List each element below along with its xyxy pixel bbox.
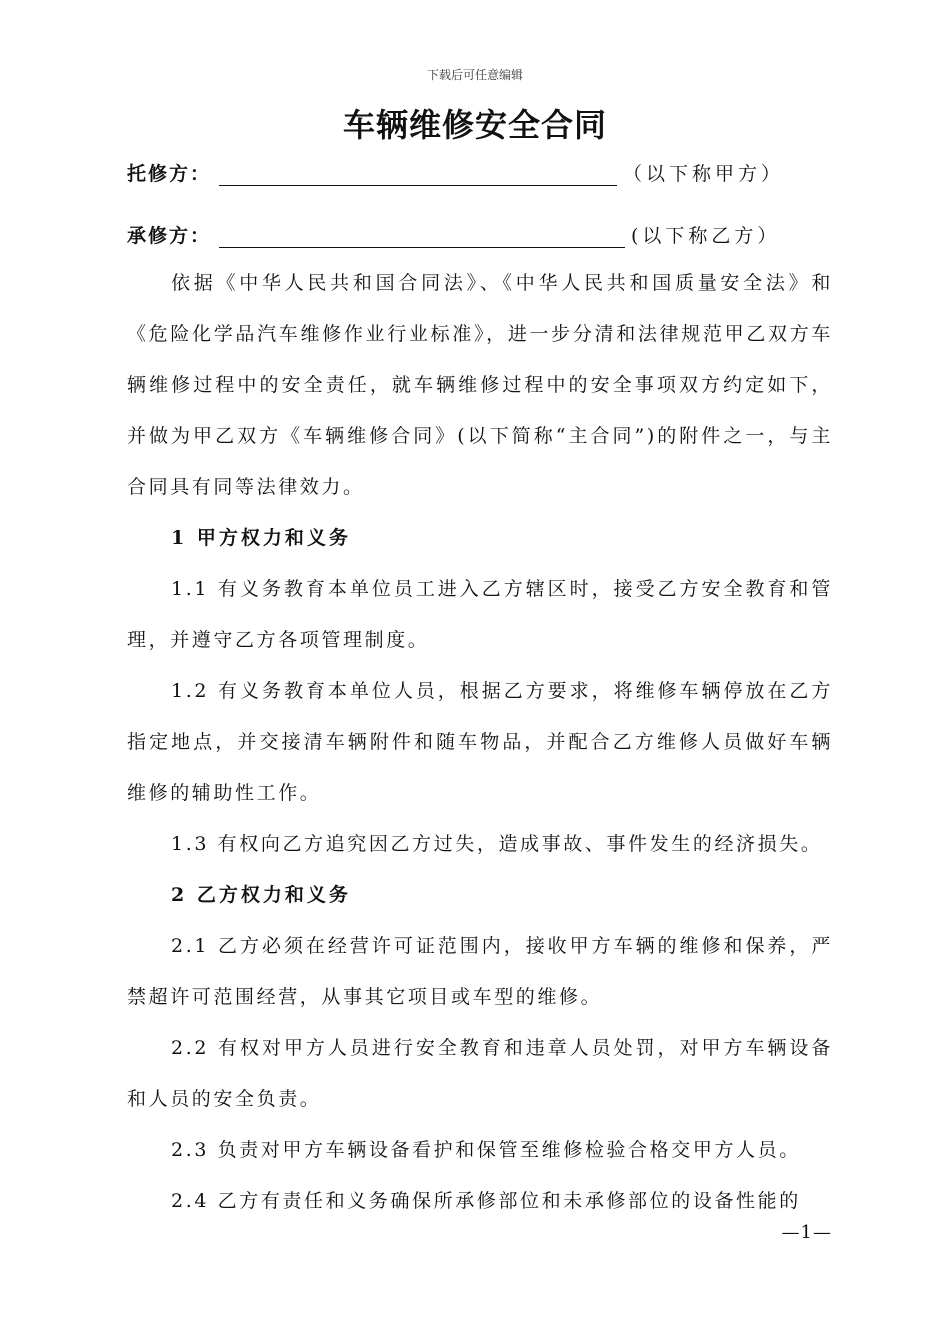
party-b-label: 承修方： <box>127 225 212 247</box>
section-2-heading: 2 乙方权力和义务 <box>171 884 351 906</box>
party-a-row <box>127 152 784 186</box>
party-a-label: 托修方： <box>127 163 212 185</box>
contract-body <box>127 258 833 1227</box>
intro-paragraph: 依据《中华人民共和国合同法》、《中华人民共和国质量安全法》和《危险化学品汽车维修作业行业标准》，进一步分清和法律规范甲乙双方车辆维修过程中的安全责任，就车辆维修过程中的安全事项双方约定如下，并做为甲乙双方《车辆维修合同》(以下简称“主合同”)的附件之一，与主合同具有同等法律效力。 <box>127 272 833 498</box>
clause-1-1: 1.1 有义务教育本单位员工进入乙方辖区时，接受乙方安全教育和管理，并遵守乙方各项管理制度。 <box>127 578 833 651</box>
party-a-blank-line[interactable] <box>219 157 617 186</box>
clause-2-1: 2.1 乙方必须在经营许可证范围内，接收甲方车辆的维修和保养，严禁超许可范围经营，从事其它项目或车型的维修。 <box>127 935 833 1008</box>
clause-2-2: 2.2 有权对甲方人员进行安全教育和违章人员处罚，对甲方车辆设备和人员的安全负责。 <box>127 1037 833 1110</box>
clause-2-4: 2.4 乙方有责任和义务确保所承修部位和未承修部位的设备性能的 <box>171 1190 801 1212</box>
section-1-heading: 1 甲方权力和义务 <box>171 527 351 549</box>
clause-1-3: 1.3 有权向乙方追究因乙方过失，造成事故、事件发生的经济损失。 <box>171 833 823 855</box>
party-a-note: （以下称甲方） <box>623 163 785 185</box>
clause-1-2: 1.2 有义务教育本单位人员，根据乙方要求，将维修车辆停放在乙方指定地点，并交接清车辆附件和随车物品，并配合乙方维修人员做好车辆维修的辅助性工作。 <box>127 680 833 804</box>
document-title: 车辆维修安全合同 <box>342 106 607 144</box>
party-b-blank-line[interactable] <box>219 219 625 248</box>
party-b-row <box>127 214 780 248</box>
clause-2-3: 2.3 负责对甲方车辆设备看护和保管至维修检验合格交甲方人员。 <box>171 1139 801 1161</box>
party-b-note: (以下称乙方） <box>631 225 781 247</box>
page-number: —1— <box>781 1222 832 1243</box>
header-watermark: 下载后可任意编辑 <box>426 68 523 82</box>
